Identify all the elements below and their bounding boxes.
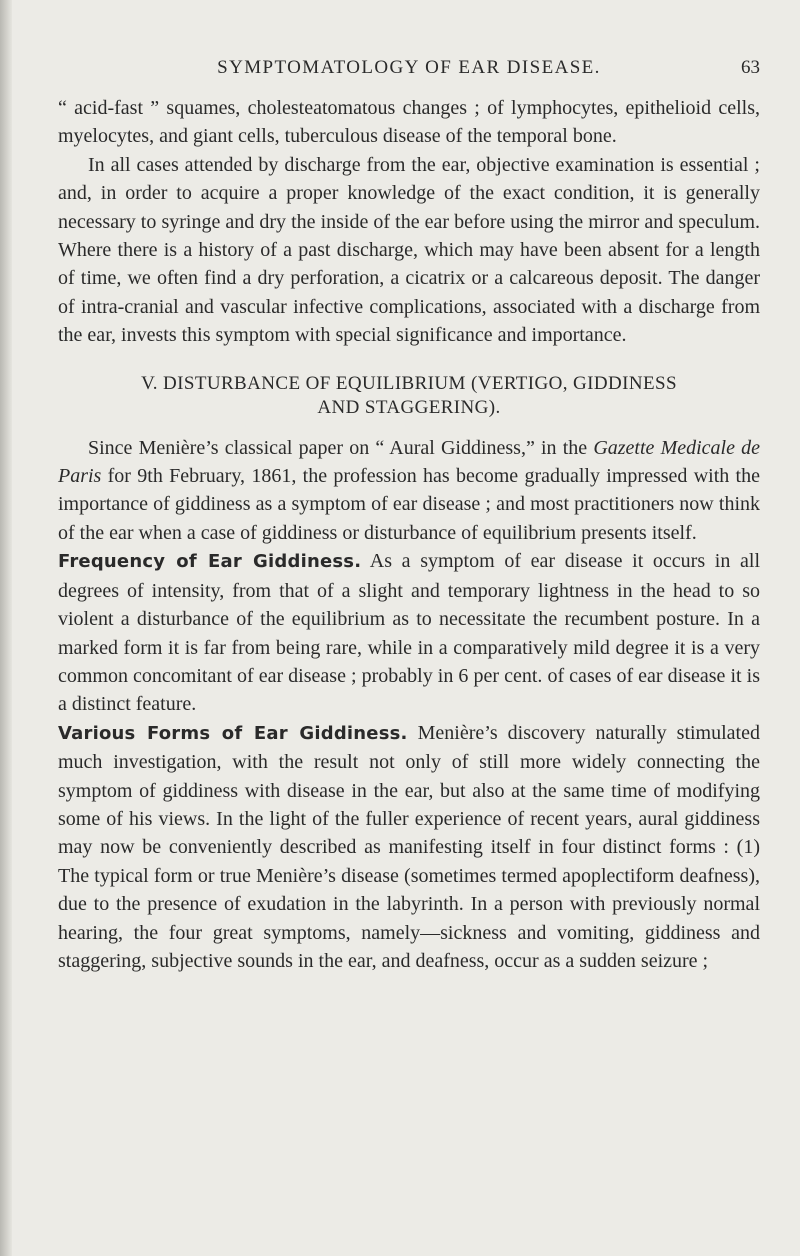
paragraph-meniere-history-start: Since Menière’s classical paper on “ Aural Giddiness,” in the [88,436,594,459]
paragraph-discharge-examination: In all cases attended by discharge from the ear, objective examination is essential ; and, in order to acquire a proper knowledge of the exact condition, it is generally necessary to syringe and dry the inside of the ear before using the mirror and speculum. Where there is a history of a past discharge, which may have been absent for a length of time, we often find a dry perforation, a cicatrix or a calcareous deposit. The danger of intra-cranial and vascular infective complications, associated with a discharge from the ear, invests this symptom with special significance and importance. [58,153,760,347]
paragraph-various-forms-text: Menière’s discovery naturally stimulated much investigation, with the result not only of still more widely connecting the symptom of giddiness with disease in the ear, but also at the same time of modifying some of his views. In the light of the fuller experience of recent years, aural giddiness may now be conveniently described as manifesting itself in four distinct forms : (1) The typical form or true Menière’s disease (sometimes termed apoplectiform deafness), due to the presence of exudation in the labyrinth. In a person with previously normal hearing, the four great symptoms, namely—sickness and vomiting, giddiness and staggering, subjective sounds in the ear, and deafness, occur as a sudden seizure ; [58,721,760,972]
paragraph-meniere-history-end: for 9th February, 1861, the profession has become gradually impressed with the importance of giddiness as a symptom of ear disease ; and most practitioners now think of the ear when a case of giddiness or disturbance of equilibrium presents itself. [58,465,760,544]
journal-title: Gazette Medicale de Paris [58,436,760,488]
section-heading [58,372,760,420]
section-heading-line-1: V. DISTURBANCE OF EQUILIBRIUM (VERTIGO, GIDDINESS [141,372,677,394]
running-head [58,56,760,80]
paragraph-meniere-history [58,434,760,719]
paragraph-various-forms [58,719,760,976]
page-number: 63 [741,57,760,78]
side-head-frequency: Frequency of Ear Giddiness. [58,551,362,573]
side-head-various-forms: Various Forms of Ear Giddiness. [58,722,408,744]
paragraph-frequency-text: As a symptom of ear disease it occurs in all degrees of intensity, from that of a slight and temporary lightness in the head to so violent a disturbance of the equilibrium as to necessitate the recumbent posture. In a marked form it is far from being rare, while in a comparatively mild degree it is a very common concomitant of ear disease ; probably in 6 per cent. of cases of ear disease it is a distinct feature. [58,550,760,716]
running-title: SYMPTOMATOLOGY OF EAR DISEASE. [217,57,601,78]
paragraph-continuation: “ acid-fast ” squames, cholesteatomatous changes ; of lymphocytes, epithelioid cells, myelocytes, and giant cells, tuberculous disease of the temporal bone. [58,97,760,148]
section-heading-line-2: AND STAGGERING). [317,396,501,418]
